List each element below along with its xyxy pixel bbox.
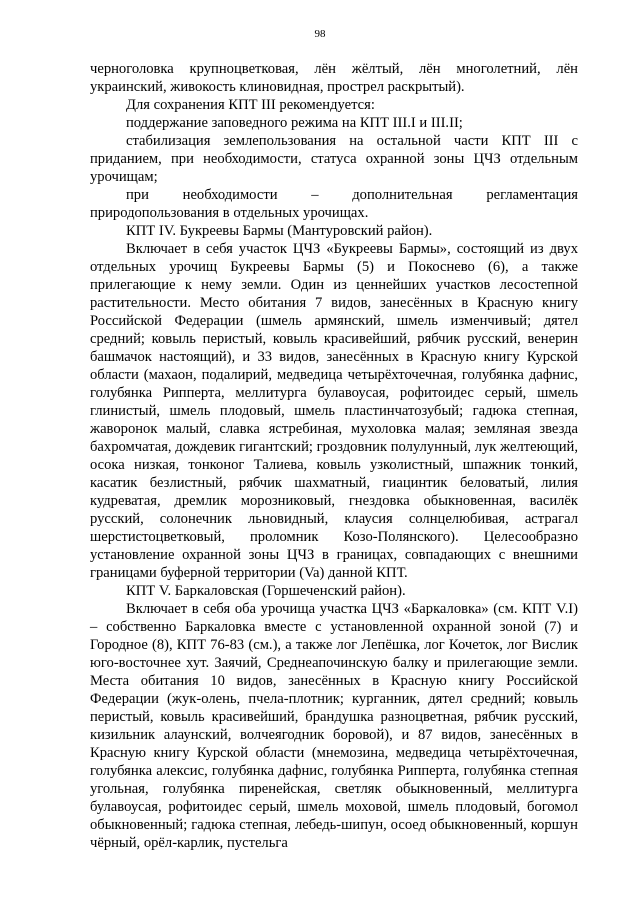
paragraph: Для сохранения КПТ III рекомендуется: [126,97,375,113]
paragraph: стабилизация землепользования на остальной части КПТ III с приданием, при необходимости, статуса охранной зоны ЦЧЗ отдельным урочищам; [90,133,578,185]
paragraph: поддержание заповедного режима на КПТ III.I и III.II; [126,115,463,131]
body-text [90,60,578,852]
section-heading: КПТ V. Баркаловская (Горшеченский район). [126,583,406,599]
section-heading: КПТ IV. Букреевы Бармы (Мантуровский район). [126,223,433,239]
paragraph: Включает в себя участок ЦЧЗ «Букреевы Бармы», состоящий из двух отдельных урочищ Букреевы Бармы (5) и Покоснево (6), а также прилегающие к нему земли. Один из ценнейших участков лесостепной растительности. Место обитания 7 видов, занесённых в Красную книгу Российской Федерации (шмель армянский, шмель изменчивый; дятел средний; ковыль перистый, ковыль красивейший, рябчик русский, венерин башмачок настоящий), и 33 видов, занесённых в Красную книгу Курской области (махаон, подалирий, медведица четырёхточечная, голубянка дафнис, голубянка Рипперта, меллитурга булавоусая, рофитоидес серый, шмель глинистый, шмель плодовый, шмель пластинчатозубый; гадюка степная, жаворонок малый, славка ястребиная, мухоловка малая; земляная звезда бахромчатая, дождевик гигантский; гроздовник полулунный, лук желтеющий, осока низкая, тонконог Талиева, ковыль узколистный, шпажник тонкий, касатик безлистный, рябчик шахматный, гиацинтик беловатый, лилия кудреватая, дремлик морозниковый, гнездовка обыкновенная, василёк русский, солонечник льновидный, клаусия солнцелюбивая, астрагал шерстистоцветковый, проломник Козо-Полянского). Целесообразно установление охранной зоны ЦЧЗ в границах, совпадающих с внешними границами буферной территории (Va) данной КПТ. [90,241,578,581]
paragraph: черноголовка крупноцветковая, лён жёлтый, лён многолетний, лён украинский, живокость клиновидная, прострел раскрытый). [90,61,578,95]
page-number: 98 [314,28,326,40]
paragraph: при необходимости – дополнительная регламентация природопользования в отдельных урочищах. [90,187,578,221]
paragraph: Включает в себя оба урочища участка ЦЧЗ «Баркаловка» (см. КПТ V.I) – собственно Баркаловка вместе с установленной охранной зоной (7) и Городное (8), КПТ 76-83 (см.), а также лог Лепёшка, лог Кочеток, лог Вислик юго-восточнее хут. Заячий, Среднеапочинскую балку и прилегающие земли. Места обитания 10 видов, занесённых в Красную книгу Российской Федерации (жук-олень, пчела-плотник; курганник, дятел средний; ковыль перистый, ковыль красивейший, брандушка разноцветная, рябчик русский, кизильник алаунский, волчеягодник боровой), и 87 видов, занесённых в Красную книгу Курской области (мнемозина, медведица четырёхточечная, голубянка алексис, голубянка дафнис, голубянка Рипперта, голубянка степная угольная, голубянка пиренейская, светляк обыкновенный, меллитурга булавоусая, рофитоидес серый, шмель моховой, шмель плодовый, богомол обыкновенный; гадюка степная, лебедь-шипун, осоед обыкновенный, коршун чёрный, орёл-карлик, пустельга [90,601,578,851]
